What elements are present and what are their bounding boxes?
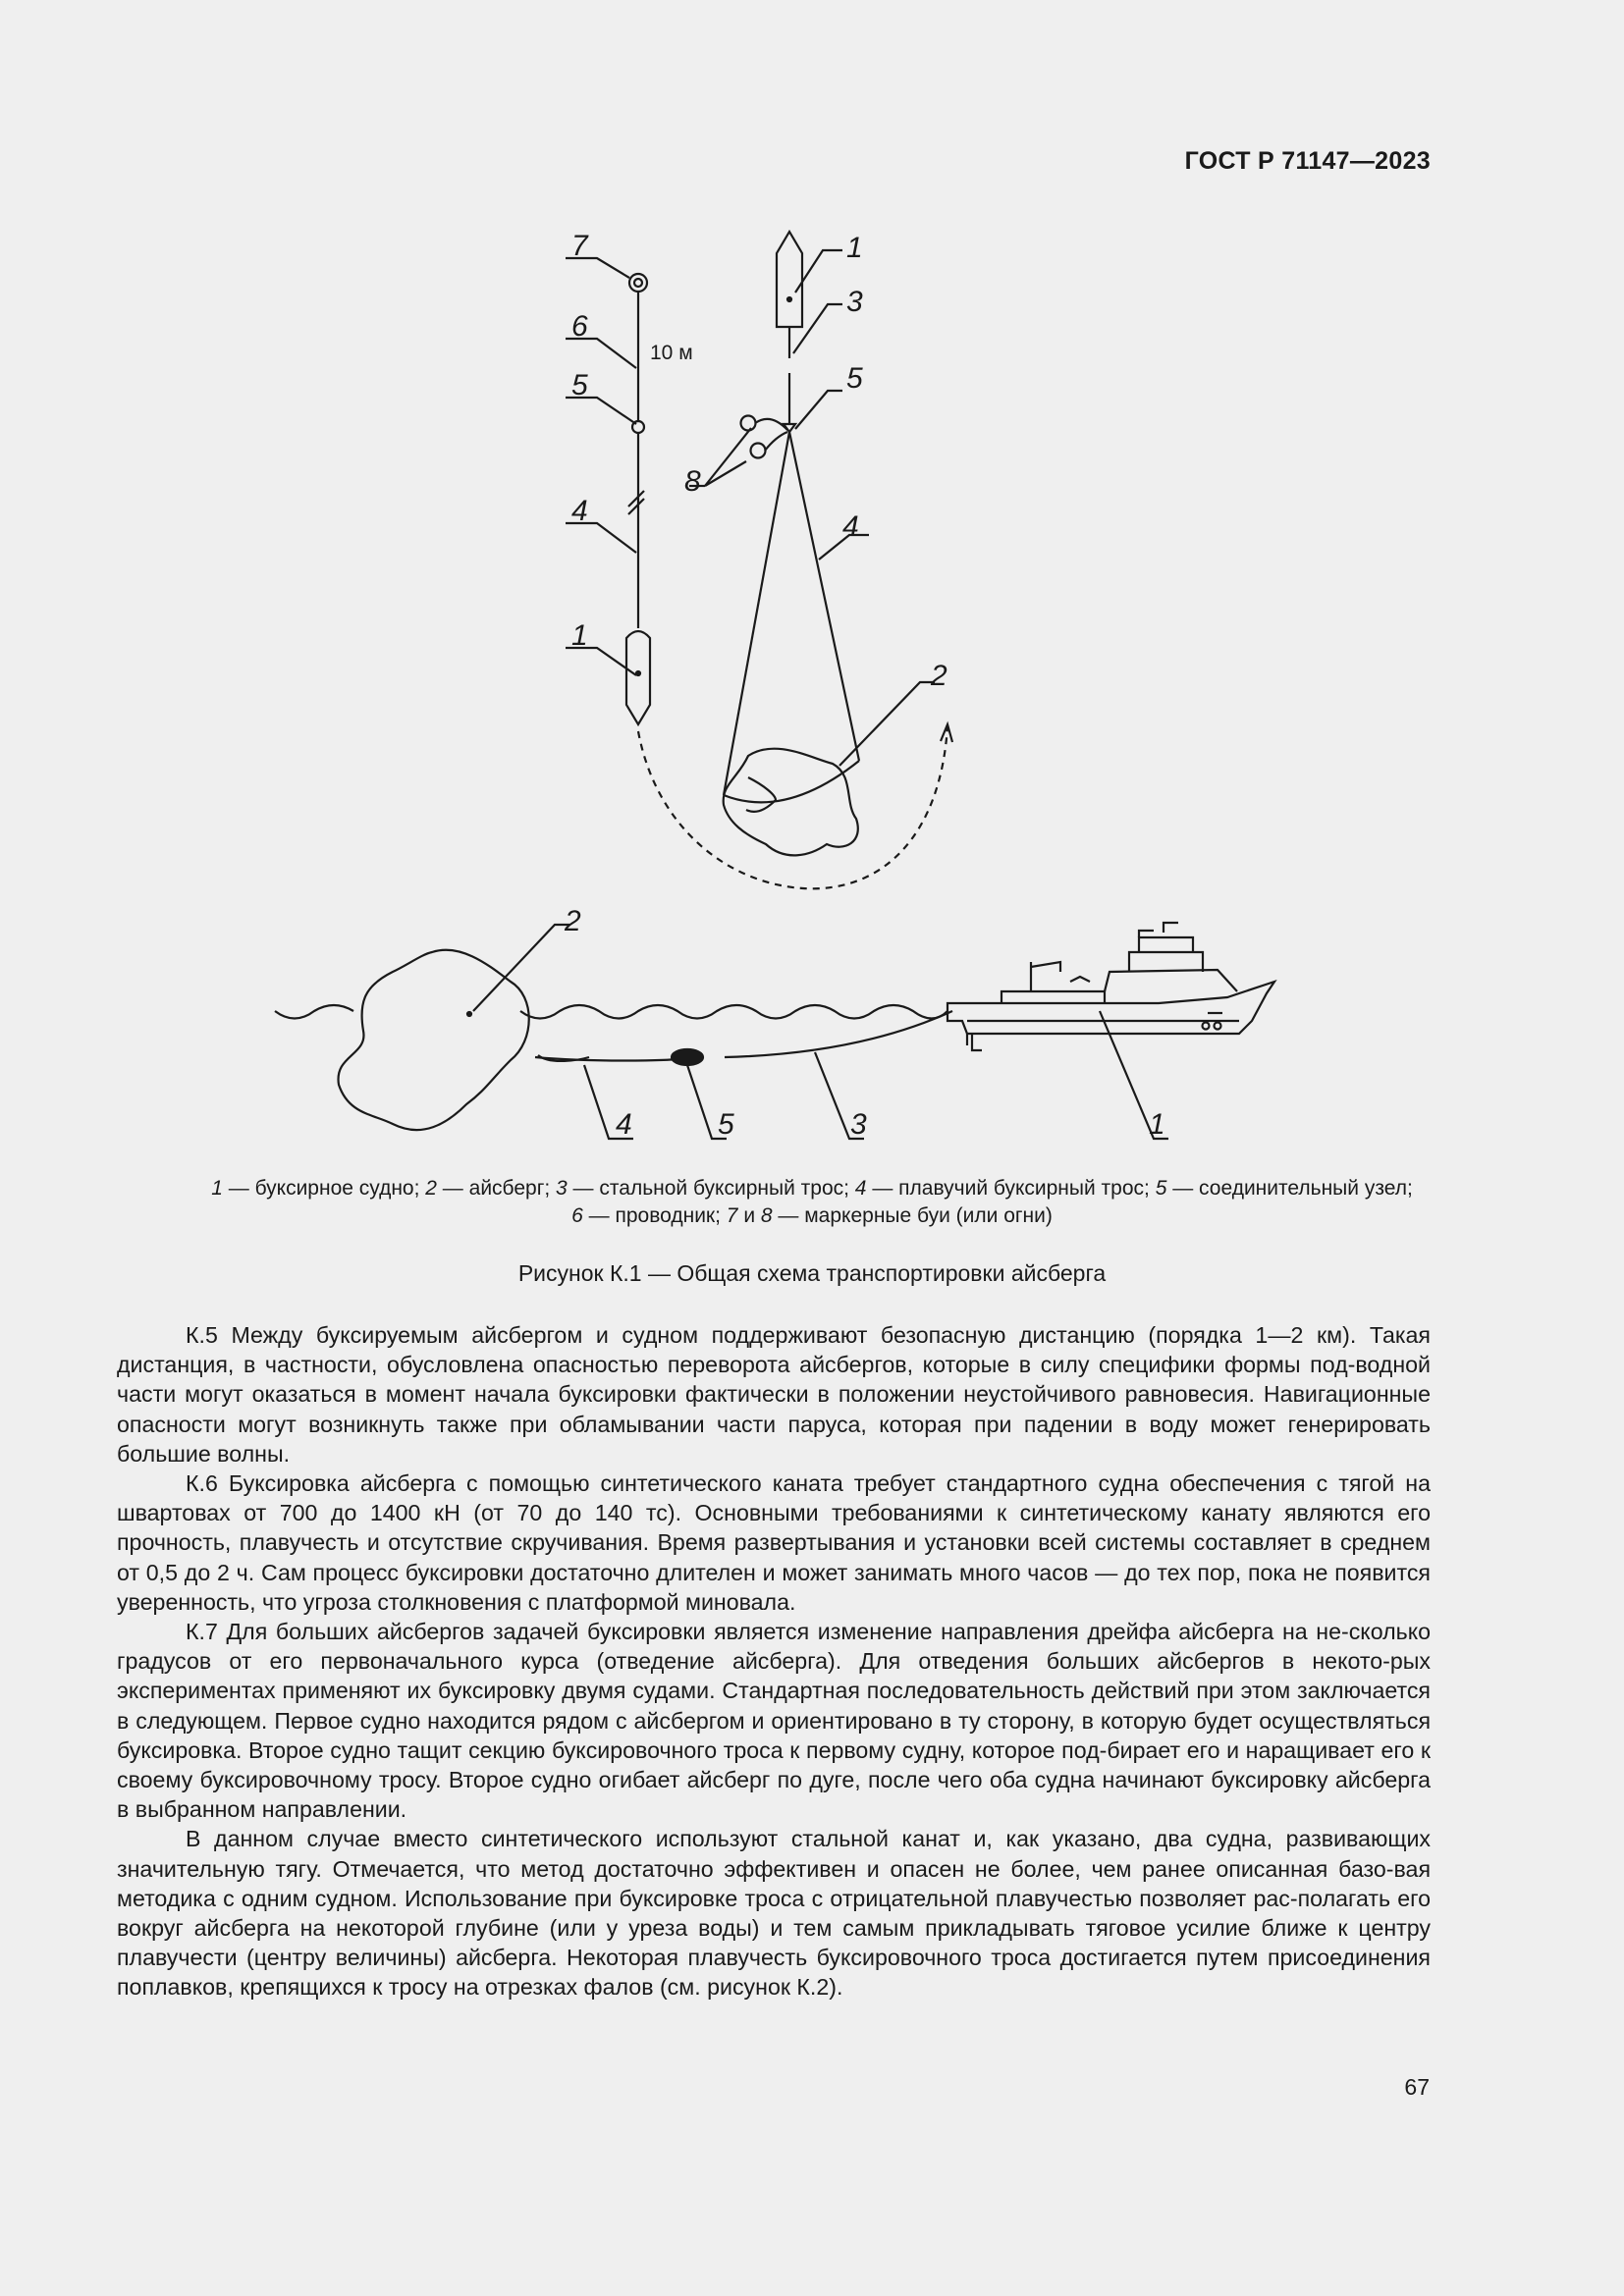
page-number: 67 (1404, 2074, 1430, 2100)
legend-text: — проводник; (582, 1204, 727, 1227)
label-7: 7 (571, 230, 588, 262)
label-6: 6 (571, 310, 588, 343)
legend-text: — плавучий буксирный трос; (866, 1177, 1156, 1200)
label-5-bottom: 5 (718, 1108, 734, 1141)
label-8: 8 (684, 465, 701, 498)
paragraph-k5: К.5 Между буксируемым айсбергом и судном поддерживают безопасную дистанцию (порядка 1—2 км). Такая дистанция, в частности, обусловлена опасностью переворота айсбергов, которые в силу специфики формы под-водной части могут оказаться в момент начала буксировки фактически в положении неустойчивого равновесия. Навигационные опасности могут возникнуть также при обламывании части паруса, которая при падении в воду может генерировать большие волны. (117, 1322, 1431, 1467)
label-4-right: 4 (842, 510, 859, 543)
label-5-left: 5 (571, 369, 588, 401)
label-1-bottom: 1 (1149, 1108, 1165, 1141)
label-4-bottom: 4 (616, 1108, 632, 1141)
label-3-right: 3 (846, 286, 863, 318)
label-4-left: 4 (571, 495, 588, 527)
water-surface (275, 1005, 947, 1019)
label-2-bottom: 2 (565, 905, 581, 937)
document-standard-header: ГОСТ Р 71147—2023 (1184, 147, 1431, 175)
left-tow-diagram (566, 258, 952, 888)
legend-text: — маркерные буи (или огни) (772, 1204, 1053, 1227)
distance-label: 10 м (650, 342, 693, 364)
legend-line-2 (118, 1202, 1506, 1230)
figure-caption: Рисунок К.1 — Общая схема транспортировки айсберга (517, 1260, 1107, 1286)
paragraph-k7: К.7 Для больших айсбергов задачей буксировки является изменение направления дрейфа айсберга на не-сколько градусов от его первоначального курса (отведение айсберга). Для отведения больших айсбергов в некото-рых экспериментах применяют их буксировку двумя судами. Стандартная последовательность действий при этом заключается в следующем. Первое судно находится рядом с айсбергом и ориентировано в ту сторону, в которую будет осуществляться буксировка. Второе судно тащит секцию буксировочного троса к первому судну, которое под-бирает его и наращивает его к своему буксировочному тросу. Второе судно огибает айсберг по дуге, после чего оба судна начинают буксировку айсберга в выбранном направлении. (117, 1619, 1431, 1823)
body-text (117, 1320, 1431, 2002)
right-tow-diagram (689, 232, 935, 855)
iceberg-top (724, 749, 858, 856)
paragraph-k7-continued: В данном случае вместо синтетического используют стальной канат и, как указано, два судна, развивающих значительную тягу. Отмечается, что метод достаточно эффективен и опасен не более, чем ранее описанная базо-вая методика с одним судном. Использование при буксировке троса с отрицательной плавучестью позволяет рас-полагать его вокруг айсберга на некоторой глубине (или у уреза воды) и тем самым прикладывать тяговое усилие ближе к центру плавучести (центру величины) айсберга. Некоторая плавучесть буксировочного троса достигается путем присоединения поплавков, крепящихся к тросу на отрезках фалов (см. рисунок К.2). (117, 1826, 1431, 2001)
legend-text: — стальной буксирный трос; (567, 1177, 855, 1200)
legend-text: — буксирное судно; (222, 1177, 426, 1200)
connector-node-side (672, 1049, 703, 1065)
iceberg-side (339, 950, 529, 1130)
legend-num: 4 (854, 1177, 867, 1200)
legend-text: — айсберг; (436, 1177, 557, 1200)
paragraph-k6: К.6 Буксировка айсберга с помощью синтетического каната требует стандартного судна обеспечения с тягой на швартовах от 700 до 1400 кН (от 70 до 140 тс). Основными требованиями к синтетическому канату являются его прочность, плавучесть и отсутствие скручивания. Время развертывания и установки всей системы составляет в среднем от 0,5 до 2 ч. Сам процесс буксировки достаточно длителен и может занимать много часов — до тех пор, пока не появится уверенность, что угроза столкновения с платформой миновала. (117, 1470, 1431, 1615)
tug-vessel-top-left (626, 631, 650, 724)
legend-num: 3 (556, 1177, 568, 1200)
label-3-bottom: 3 (850, 1108, 867, 1141)
label-2-right: 2 (931, 660, 947, 692)
legend-num: 5 (1155, 1177, 1167, 1200)
tug-vessel-top-right (777, 232, 802, 327)
legend-text: — соединительный узел; (1166, 1177, 1413, 1200)
legend-line-1 (118, 1175, 1506, 1202)
marker-buoy-7 (629, 274, 647, 292)
marker-buoy-8a (741, 416, 756, 431)
legend-text: и (737, 1204, 761, 1227)
side-view-diagram (275, 923, 1274, 1139)
figure-legend (118, 1175, 1506, 1230)
legend-num: 7 (726, 1204, 738, 1227)
legend-num: 6 (571, 1204, 583, 1227)
legend-num: 2 (425, 1177, 437, 1200)
label-5-right: 5 (846, 362, 863, 395)
label-1-left: 1 (571, 619, 588, 652)
label-1-right: 1 (846, 232, 863, 264)
legend-num: 1 (211, 1177, 223, 1200)
marker-buoy-8b (751, 444, 766, 458)
legend-num: 8 (760, 1204, 773, 1227)
tug-ship-side (947, 982, 1274, 1034)
